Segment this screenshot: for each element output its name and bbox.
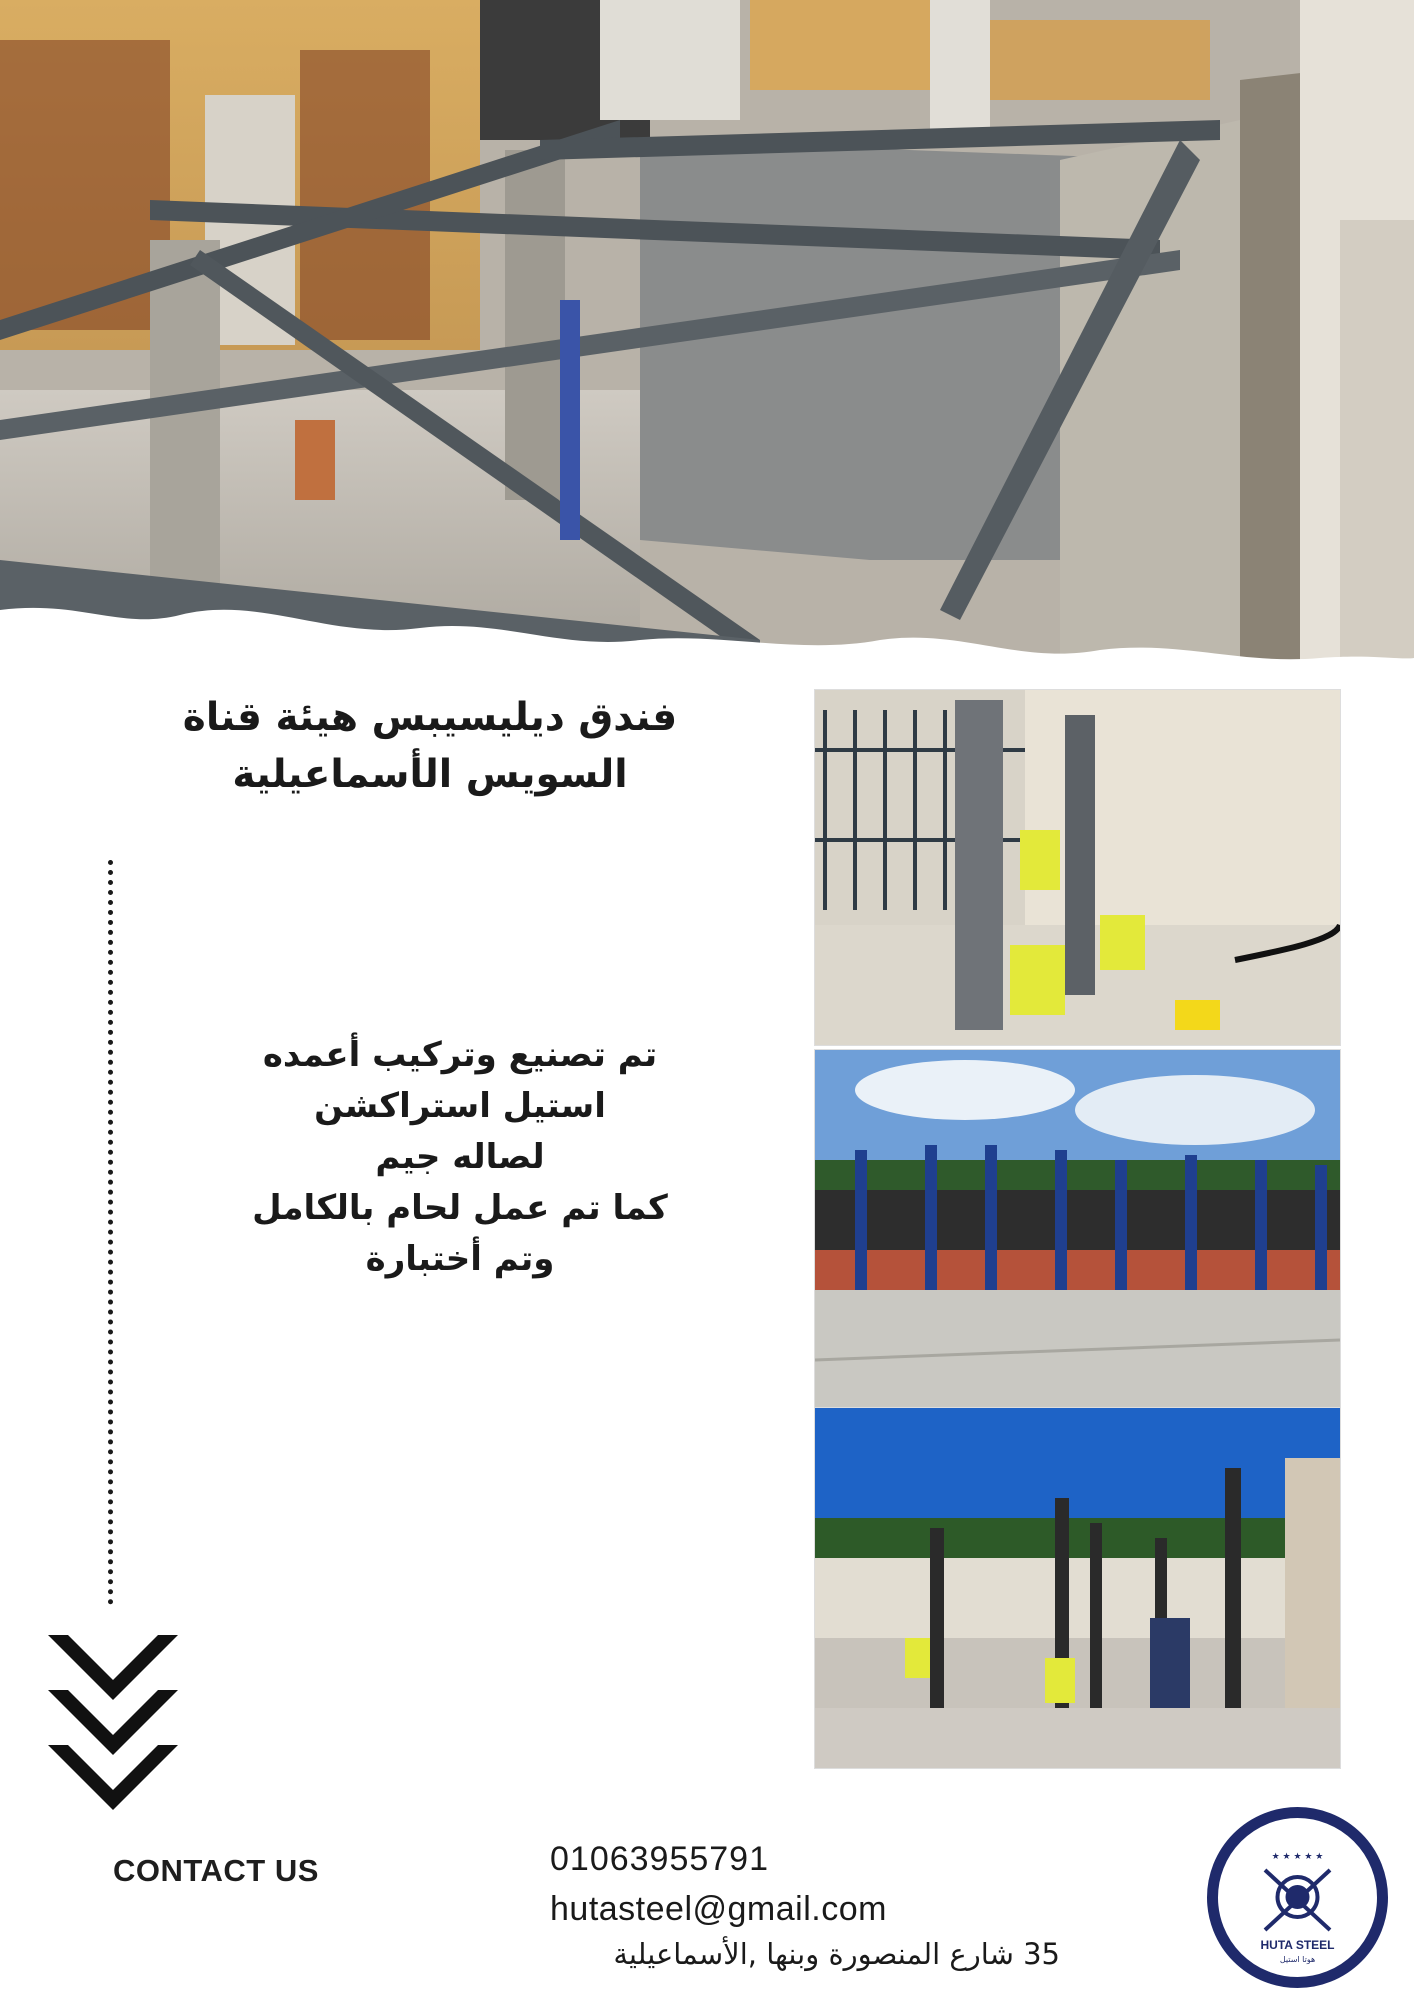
triple-chevron-down-icon	[48, 1635, 178, 1820]
phone-number[interactable]: 01063955791	[550, 1840, 770, 1878]
photo-workers-erecting-columns	[815, 1408, 1340, 1768]
description-line: استيل استراكشن	[314, 1086, 606, 1126]
dotted-divider	[108, 860, 113, 1605]
logo-name: HUTA STEEL	[1260, 1938, 1335, 1952]
logo-subtitle: هوتا استيل	[1279, 1955, 1316, 1964]
description-line: كما تم عمل لحام بالكامل	[252, 1188, 668, 1228]
svg-text:★ ★ ★ ★ ★: ★ ★ ★ ★ ★	[1271, 1852, 1324, 1862]
project-description	[210, 1030, 710, 1285]
street-address: 35 شارع المنصورة وبنها ,الأسماعيلية	[613, 1937, 1060, 1971]
contact-us-label: CONTACT US	[113, 1853, 319, 1888]
photo-steel-columns-fence	[815, 1050, 1340, 1410]
project-title: فندق ديليسيبس هيئة قناة السويس الأسماعيلية	[182, 695, 678, 797]
email-address[interactable]: hutasteel@gmail.com	[550, 1890, 887, 1928]
description-line: تم تصنيع وتركيب أعمده	[262, 1035, 658, 1075]
hero-construction-photo	[0, 0, 1414, 690]
photo-workers-welding	[815, 690, 1340, 1045]
huta-steel-logo	[1205, 1805, 1390, 1990]
description-line: لصاله جيم	[375, 1137, 545, 1177]
description-line: وتم أختبارة	[365, 1239, 555, 1279]
